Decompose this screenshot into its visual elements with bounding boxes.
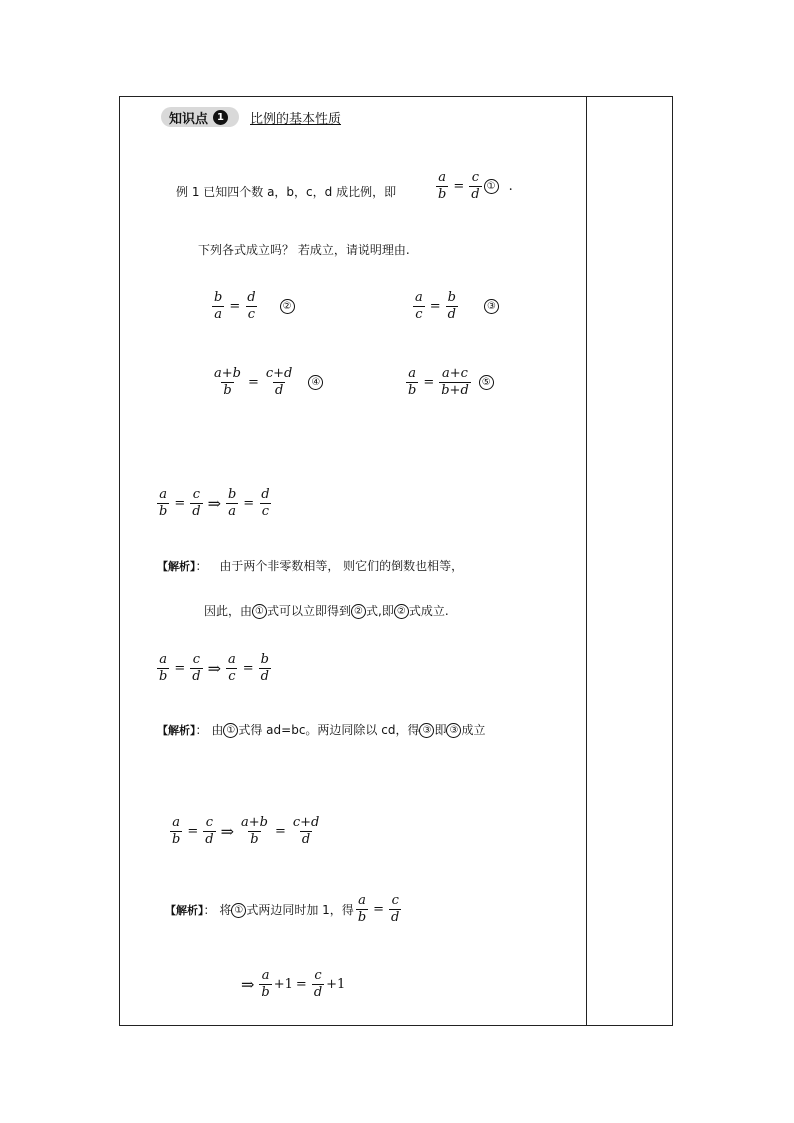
formula-2 (210, 290, 295, 323)
implies-arrow: ⇒ (241, 975, 255, 994)
implies-arrow: ⇒ (220, 822, 234, 841)
equals-sign: = (174, 661, 186, 676)
fraction-denominator: d (274, 383, 284, 398)
formula-tag: ③ (446, 723, 461, 738)
fraction-denominator: d (391, 910, 400, 925)
fraction-denominator: a (228, 504, 237, 519)
formula-tag: ② (394, 604, 409, 619)
fraction-numerator: a (358, 893, 366, 908)
fraction-numerator: b (227, 487, 237, 502)
analysis-3 (165, 893, 403, 926)
analysis-text: 式得 ad=bc。两边同除以 cd，得 (238, 723, 420, 737)
fraction-numerator: a+b (214, 366, 241, 381)
formula-3 (411, 290, 499, 323)
formula-tag: ③ (419, 723, 434, 738)
fraction-numerator: d (247, 290, 256, 305)
analysis-text: 由 (211, 723, 224, 737)
fraction-numerator: a (172, 815, 181, 830)
fraction-numerator: b (214, 290, 223, 305)
formula-tag: ① (484, 179, 499, 194)
fraction-denominator: b (408, 383, 417, 398)
formula-tag: ① (231, 903, 246, 918)
fraction-numerator: a (261, 968, 270, 983)
fraction-numerator: c+d (292, 815, 320, 830)
fraction-numerator: a (227, 652, 236, 667)
analysis-label: 【解析】 (157, 560, 196, 573)
fraction-denominator: b (250, 832, 259, 847)
equals-sign: = (247, 375, 259, 390)
question-text: 下列各式成立吗？ 若成立，请说明理由. (198, 243, 410, 257)
plus-one: +1 (326, 977, 346, 992)
fraction-denominator: b (172, 832, 181, 847)
implication-1 (155, 487, 274, 520)
equals-sign: = (274, 824, 286, 839)
formula-1 (434, 170, 513, 203)
fraction-numerator: c (192, 652, 201, 667)
analysis-label: 【解析】 (165, 904, 204, 917)
fraction-denominator: b (159, 504, 168, 519)
analysis-text: 式成立. (408, 604, 449, 618)
fraction-denominator: b (223, 383, 232, 398)
analysis-text: 由于两个非零数相等， 则它们的倒数也相等， (219, 559, 464, 573)
table-column-divider (586, 96, 587, 1026)
fraction-numerator: a+b (240, 815, 268, 830)
formula-tag: ④ (308, 375, 323, 390)
knowledge-point-number: 1 (213, 110, 228, 125)
fraction-denominator: d (205, 832, 214, 847)
equals-sign: = (174, 496, 186, 511)
fraction-denominator: d (192, 669, 201, 684)
analysis-1-line-1 (157, 557, 463, 574)
fraction-numerator: a+c (442, 366, 468, 381)
equals-sign: = (373, 902, 385, 917)
analysis-text: 式可以立即得到 (267, 604, 352, 618)
analysis-text: 式,即 (366, 604, 394, 618)
plus-one: +1 (273, 977, 293, 992)
fraction-denominator: d (260, 669, 269, 684)
formula-tag: ① (223, 723, 238, 738)
fraction-numerator: a (415, 290, 423, 305)
fraction-numerator: c (205, 815, 214, 830)
equals-sign: = (429, 299, 441, 314)
equals-sign: = (229, 299, 241, 314)
fraction-denominator: c (228, 669, 236, 684)
knowledge-point-badge (161, 107, 239, 127)
period: . (508, 179, 513, 194)
formula-tag: ① (252, 604, 267, 619)
fraction-numerator: d (261, 487, 270, 502)
formula-tag: ② (351, 604, 366, 619)
implication-3 (168, 815, 323, 848)
formula-tag: ⑤ (479, 375, 494, 390)
fraction-denominator: c (247, 307, 256, 322)
fraction-numerator: a (159, 652, 168, 667)
analysis-1-line-2 (204, 602, 449, 619)
analysis-text: 成立 (461, 723, 486, 737)
implies-arrow: ⇒ (207, 659, 221, 678)
analysis-2 (157, 721, 485, 738)
formula-tag: ③ (484, 299, 499, 314)
equals-sign: = (187, 824, 199, 839)
equals-sign: = (243, 496, 255, 511)
fraction-numerator: c (314, 968, 322, 983)
fraction-numerator: b (260, 652, 269, 667)
fraction-denominator: c (415, 307, 423, 322)
fraction-denominator: c (261, 504, 269, 519)
fraction-denominator: b (261, 985, 270, 1000)
equals-sign: = (453, 179, 465, 194)
analysis-text: 即 (434, 723, 447, 737)
knowledge-point-title: 比例的基本性质 (250, 112, 342, 127)
implies-arrow: ⇒ (207, 494, 221, 513)
colon: ： (195, 723, 208, 737)
fraction-denominator: a (214, 307, 223, 322)
fraction-numerator: a (438, 170, 447, 185)
fraction-denominator: d (447, 307, 456, 322)
fraction-numerator: c (471, 170, 480, 185)
fraction-denominator: d (192, 504, 201, 519)
fraction-denominator: d (301, 832, 311, 847)
colon: ： (203, 903, 216, 917)
colon: ： (195, 559, 208, 573)
equals-sign: = (242, 661, 254, 676)
fraction-numerator: b (447, 290, 456, 305)
formula-tag: ② (280, 299, 295, 314)
example-statement: 例 1 已知四个数 a，b，c，d 成比例，即 (176, 185, 397, 199)
fraction-denominator: d (313, 985, 323, 1000)
equals-sign: = (295, 977, 307, 992)
fraction-denominator: b (438, 187, 447, 202)
analysis-text: 因此，由 (204, 604, 253, 618)
analysis-label: 【解析】 (157, 724, 196, 737)
implication-2 (155, 652, 273, 685)
analysis-text: 将 (219, 903, 232, 917)
equals-sign: = (423, 375, 435, 390)
formula-5 (404, 366, 494, 399)
fraction-denominator: d (471, 187, 480, 202)
fraction-denominator: b (357, 910, 367, 925)
implication-4 (238, 968, 345, 1001)
formula-4 (210, 366, 323, 399)
fraction-denominator: b+d (441, 383, 469, 398)
fraction-numerator: c (192, 487, 201, 502)
fraction-denominator: b (159, 669, 168, 684)
fraction-numerator: c (391, 893, 399, 908)
fraction-numerator: a (408, 366, 417, 381)
fraction-numerator: a (159, 487, 168, 502)
fraction-numerator: c+d (265, 366, 293, 381)
knowledge-point-label: 知识点 (169, 111, 209, 127)
analysis-text: 式两边同时加 1，得 (246, 903, 354, 917)
